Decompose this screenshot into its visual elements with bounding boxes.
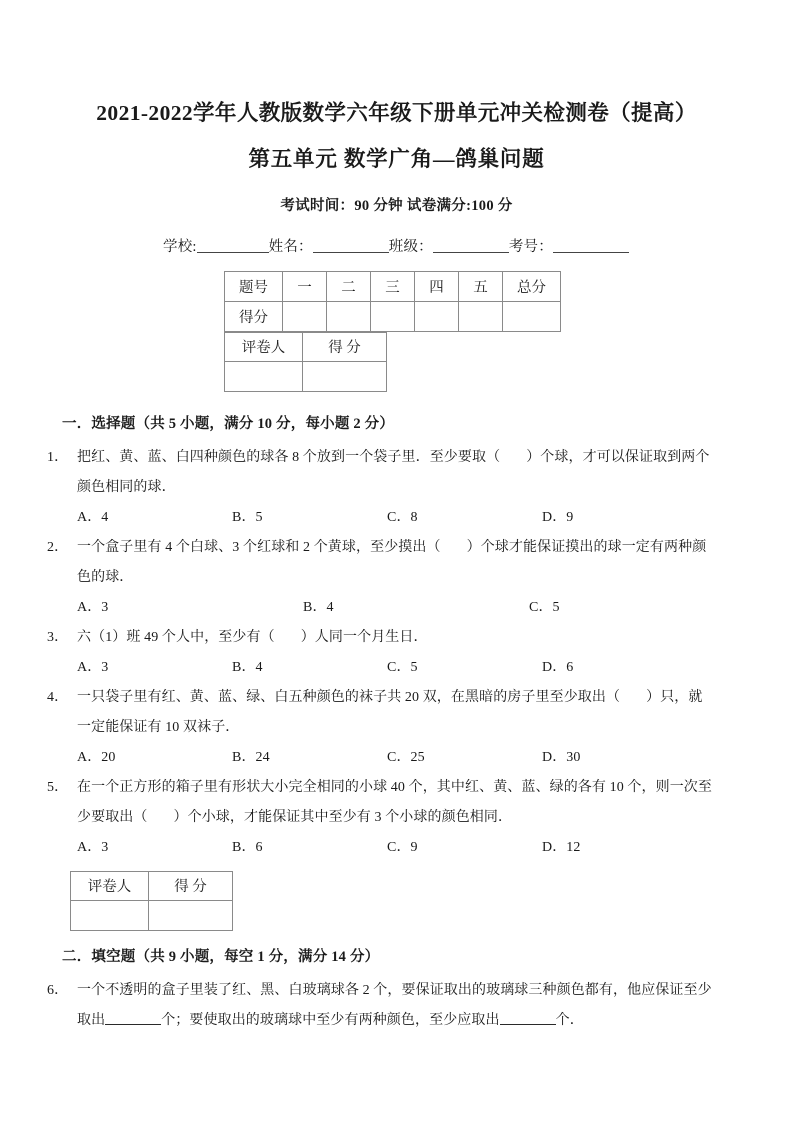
exam-info: 考试时间：90 分钟 试卷满分:100 分: [280, 197, 513, 214]
option-c[interactable]: C．25: [387, 749, 425, 765]
school-label: 学校:: [163, 238, 197, 255]
question-4: [0, 683, 793, 743]
option-b[interactable]: B．4: [232, 659, 263, 675]
name-input-blank[interactable]: [313, 239, 389, 253]
question-3-body: [47, 623, 741, 653]
score-label-top: 得 分: [303, 332, 387, 361]
question-3-number: 3．: [47, 629, 69, 645]
reviewer-label-mid: 评卷人: [71, 871, 149, 900]
question-4-number: 4．: [47, 689, 69, 705]
question-5-body: [47, 773, 741, 803]
option-a[interactable]: A．3: [77, 599, 109, 615]
question-6-body: [47, 976, 741, 1006]
score-col-2: 二: [327, 271, 371, 301]
grader-table-top: [224, 332, 387, 392]
question-1-text-a: 把红、黄、蓝、白四种颜色的球各 8 个放到一个袋子里．至少要取（: [77, 449, 501, 465]
question-5: [0, 773, 793, 833]
table-row: [225, 361, 387, 391]
question-5-text-d: ）个小球，才能保证其中至少有 3 个小球的颜色相同．: [173, 809, 513, 825]
score-cell-4[interactable]: [415, 301, 459, 331]
question-1-number: 1．: [47, 449, 69, 465]
score-label-mid: 得 分: [149, 871, 233, 900]
question-6-text-line1: 一个不透明的盒子里装了红、黑、白玻璃球各 2 个，要保证取出的玻璃球三种颜色都有，他应保证至少: [77, 982, 712, 998]
question-6: [0, 966, 793, 1036]
question-3-options: [0, 653, 793, 683]
reviewer-cell-top[interactable]: [225, 361, 303, 391]
question-5-body-line2: [62, 803, 741, 833]
score-cell-mid[interactable]: [149, 900, 233, 930]
option-d[interactable]: D．30: [542, 749, 581, 765]
score-cell-top[interactable]: [303, 361, 387, 391]
option-d[interactable]: D．12: [542, 839, 581, 855]
question-6-text-c: 个．: [555, 1012, 584, 1028]
question-6-text-b: 个；要使取出的玻璃球中至少有两种颜色，至少应取出: [161, 1012, 500, 1028]
table-row: [225, 332, 387, 361]
option-d[interactable]: D．9: [542, 509, 574, 525]
question-6-fill-blank-2[interactable]: [500, 1012, 556, 1025]
score-col-5: 五: [459, 271, 503, 301]
option-a[interactable]: A．4: [77, 509, 109, 525]
question-5-options: [0, 833, 793, 863]
score-table-row-label: 题号: [225, 271, 283, 301]
score-cell-1[interactable]: [283, 301, 327, 331]
question-2-text-line2: 色的球．: [77, 569, 134, 585]
score-col-total: 总分: [503, 271, 561, 301]
option-c[interactable]: C．8: [387, 509, 418, 525]
option-a[interactable]: A．20: [77, 749, 116, 765]
option-a[interactable]: A．3: [77, 839, 109, 855]
question-4-text-line2: 一定能保证有 10 双袜子．: [77, 719, 240, 735]
question-2-text-b: ）个球才能保证摸出的球一定有两种颜: [466, 539, 707, 555]
table-row-scores: [225, 301, 561, 331]
option-b[interactable]: B．5: [232, 509, 263, 525]
question-2: [0, 533, 793, 593]
option-c[interactable]: C．5: [387, 659, 418, 675]
table-row-question-numbers: [225, 271, 561, 301]
class-input-blank[interactable]: [433, 239, 509, 253]
score-cell-total[interactable]: [503, 301, 561, 331]
question-4-text-a: 一只袋子里有红、黄、蓝、绿、白五种颜色的袜子共 20 双，在黑暗的房子里至少取出（: [77, 689, 621, 705]
question-2-options: [0, 593, 793, 623]
question-1-options: [0, 503, 793, 533]
question-4-body: [47, 683, 741, 713]
question-2-body: [47, 533, 741, 563]
question-1-text-b: ）个球，才可以保证取到两个: [526, 449, 710, 465]
question-4-text-b: ）只，就: [646, 689, 703, 705]
score-table: [224, 271, 561, 332]
school-input-blank[interactable]: [197, 239, 269, 253]
class-label: 班级：: [388, 238, 433, 255]
option-c[interactable]: C．9: [387, 839, 418, 855]
option-b[interactable]: B．24: [232, 749, 270, 765]
name-label: 姓名：: [268, 238, 313, 255]
table-row: [71, 900, 233, 930]
table-row: [71, 871, 233, 900]
reviewer-cell-mid[interactable]: [71, 900, 149, 930]
reviewer-label-top: 评卷人: [225, 332, 303, 361]
question-1: [0, 433, 793, 503]
exam-id-label: 考号：: [508, 238, 553, 255]
option-d[interactable]: D．6: [542, 659, 574, 675]
question-3-text-a: 六（1）班 49 个人中，至少有（: [77, 629, 275, 645]
option-c[interactable]: C．5: [529, 599, 560, 615]
score-col-3: 三: [371, 271, 415, 301]
score-cell-5[interactable]: [459, 301, 503, 331]
grader-table-container-mid: [0, 863, 793, 931]
section-heading-2: 二．填空题（共 9 小题，每空 1 分，满分 14 分）: [62, 948, 380, 965]
exam-id-input-blank[interactable]: [553, 239, 629, 253]
grader-table-mid: [70, 871, 233, 931]
score-col-4: 四: [415, 271, 459, 301]
grader-table-container-top: [0, 332, 793, 392]
question-1-body: [47, 443, 741, 473]
question-3-text-b: ）人同一个月生日．: [300, 629, 428, 645]
question-2-text-a: 一个盒子里有 4 个白球、3 个红球和 2 个黄球，至少摸出（: [77, 539, 441, 555]
question-4-options: [0, 743, 793, 773]
question-5-text-a: 在一个正方形的箱子里有形状大小完全相同的小球 40 个，其中红、黄、蓝、绿的各有 10 个，则一次至: [77, 779, 712, 795]
page-subtitle: 第五单元 数学广角—鸽巢问题: [248, 146, 545, 171]
question-5-text-c: 少要取出（: [77, 809, 148, 825]
question-6-body-line2: [62, 1006, 741, 1036]
question-2-number: 2．: [47, 539, 69, 555]
score-col-1: 一: [283, 271, 327, 301]
question-6-fill-blank-1[interactable]: [105, 1012, 161, 1025]
score-table-container: [0, 256, 793, 332]
question-6-text-a: 取出: [77, 1012, 106, 1028]
score-table-row-label-2: 得分: [225, 301, 283, 331]
score-cell-2[interactable]: [327, 301, 371, 331]
question-6-number: 6．: [47, 982, 69, 998]
section-heading-1: 一．选择题（共 5 小题，满分 10 分，每小题 2 分）: [62, 415, 395, 432]
question-3: [0, 623, 793, 653]
page-title: 2021-2022学年人教版数学六年级下册单元冲关检测卷（提高）: [96, 101, 697, 125]
score-cell-3[interactable]: [371, 301, 415, 331]
option-b[interactable]: B．6: [232, 839, 263, 855]
student-info-line: [0, 215, 793, 256]
question-1-text-line2: 颜色相同的球．: [77, 479, 176, 495]
question-5-number: 5．: [47, 779, 69, 795]
option-b[interactable]: B．4: [303, 599, 334, 615]
option-a[interactable]: A．3: [77, 659, 109, 675]
